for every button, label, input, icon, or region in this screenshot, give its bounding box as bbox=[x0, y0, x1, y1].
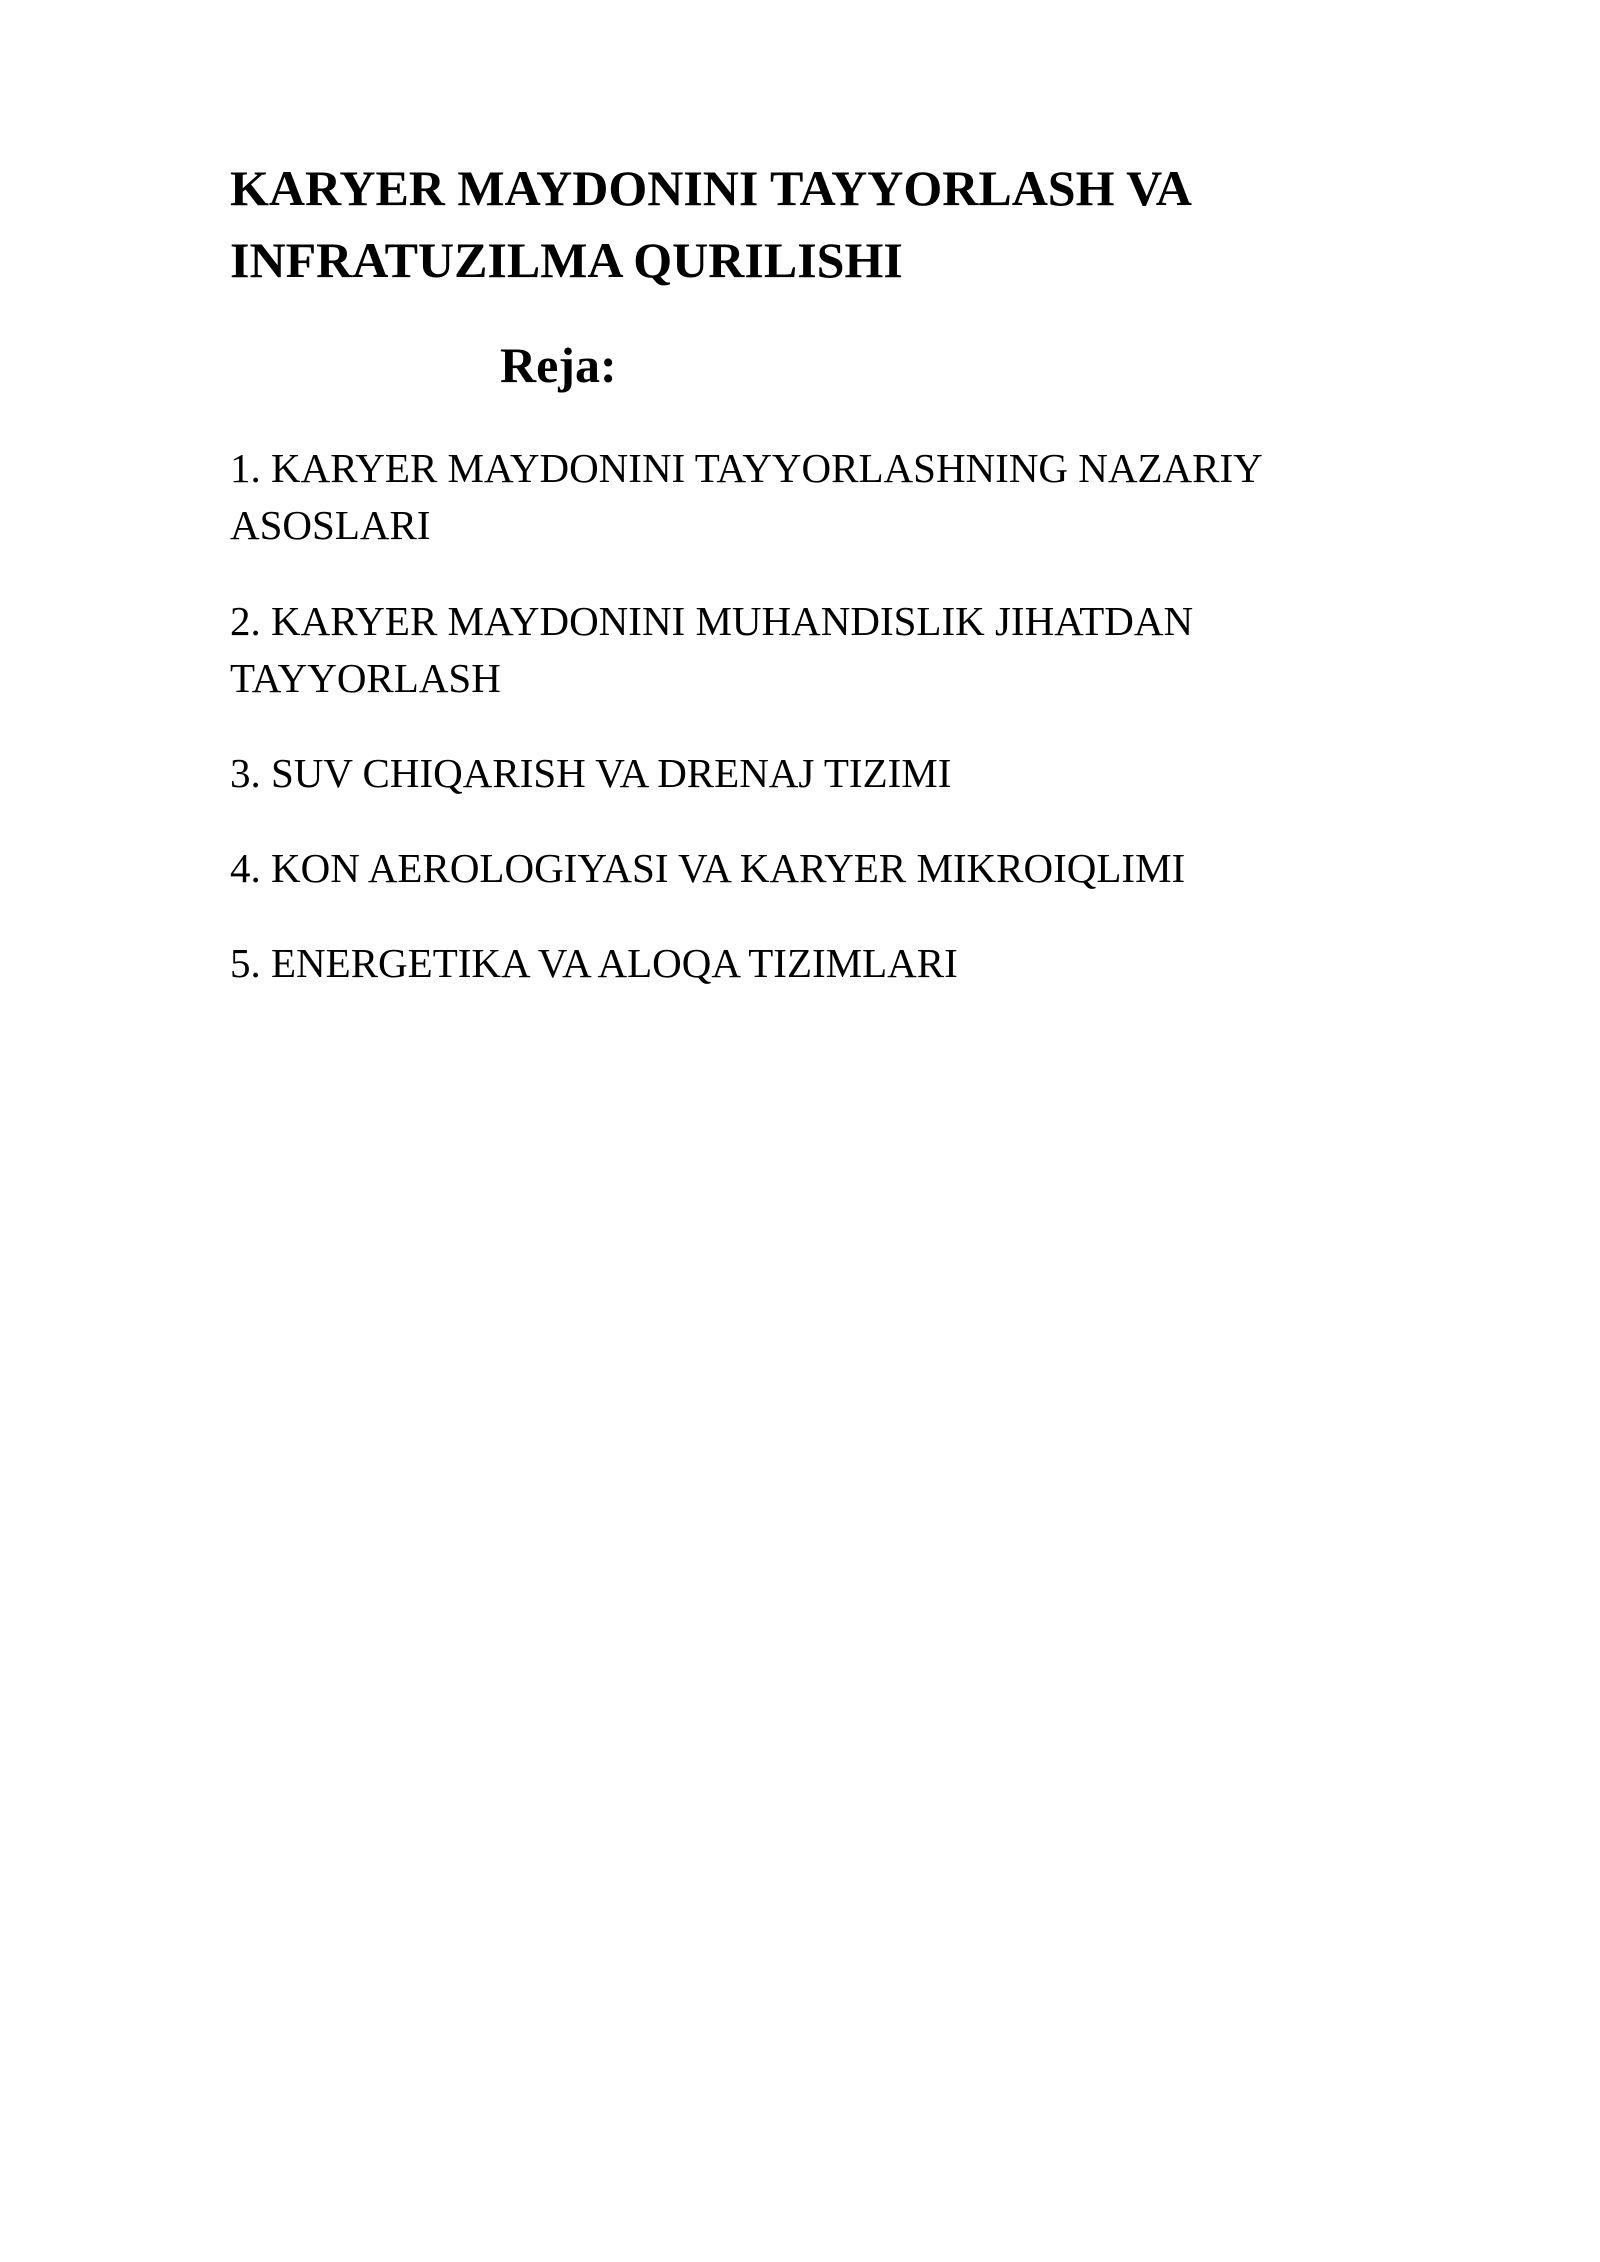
plan-item-1-line-2: ASOSLARI bbox=[230, 502, 431, 548]
plan-heading: Reja: bbox=[500, 337, 617, 393]
document-title bbox=[230, 152, 1380, 296]
plan-item-4 bbox=[230, 840, 1380, 897]
plan-item-1 bbox=[230, 440, 1380, 554]
plan-item-1-line-1: 1. KARYER MAYDONINI TAYYORLASHNING NAZARIY bbox=[230, 445, 1263, 491]
plan-item-5-line-1: 5. ENERGETIKA VA ALOQA TIZIMLARI bbox=[230, 940, 958, 986]
plan-item-2 bbox=[230, 593, 1380, 707]
document-title-line-2: INFRATUZILMA QURILISHI bbox=[230, 232, 903, 288]
document-title-line-1: KARYER MAYDONINI TAYYORLASH VA bbox=[230, 160, 1192, 216]
plan-item-5 bbox=[230, 935, 1380, 992]
plan-item-3-line-1: 3. SUV CHIQARISH VA DRENAJ TIZIMI bbox=[230, 750, 952, 796]
plan-item-3 bbox=[230, 745, 1380, 802]
plan-item-4-line-1: 4. KON AEROLOGIYASI VA KARYER MIKROIQLIMI bbox=[230, 845, 1186, 891]
plan-item-2-line-1: 2. KARYER MAYDONINI MUHANDISLIK JIHATDAN bbox=[230, 598, 1194, 644]
plan-item-2-line-2: TAYYORLASH bbox=[230, 655, 501, 701]
